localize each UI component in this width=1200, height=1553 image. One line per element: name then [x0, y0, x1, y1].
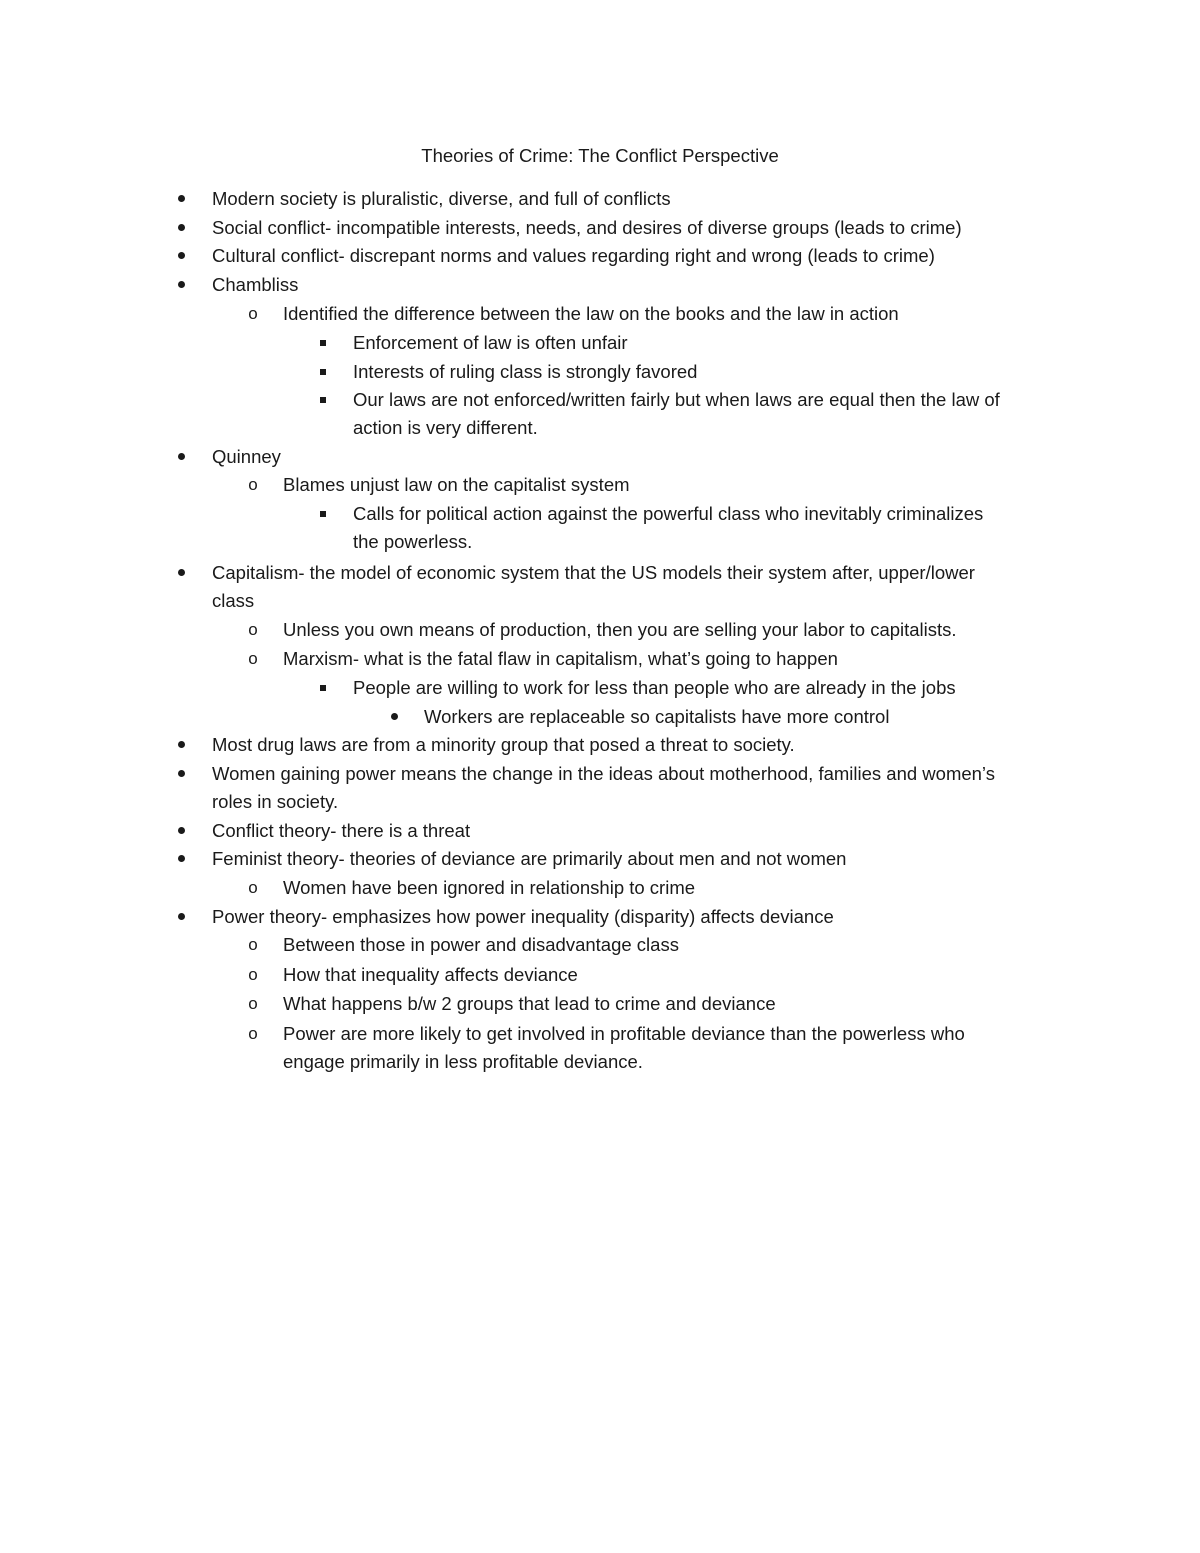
list-item: Cultural conflict- discrepant norms and values regarding right and wrong (leads to crime) — [212, 245, 935, 266]
bullet-marker — [171, 847, 191, 871]
bullet-marker — [313, 502, 333, 526]
list-item: Power are more likely to get involved in profitable deviance than the powerless who — [283, 1023, 965, 1044]
list-item: Capitalism- the model of economic system that the US models their system after, upper/lower — [212, 562, 975, 583]
list-item: Women gaining power means the change in the ideas about motherhood, families and women’s — [212, 763, 995, 784]
list-item: Chambliss — [212, 274, 299, 295]
bullet-marker — [243, 473, 263, 497]
list-item: Marxism- what is the fatal flaw in capitalism, what’s going to happen — [283, 648, 838, 669]
list-item: Conflict theory- there is a threat — [212, 820, 471, 841]
bullet-marker — [171, 216, 191, 240]
list-item: Blames unjust law on the capitalist system — [283, 474, 630, 495]
list-item: Modern society is pluralistic, diverse, and full of conflicts — [212, 188, 671, 209]
list-item: Between those in power and disadvantage class — [283, 934, 679, 955]
list-item: Most drug laws are from a minority group that posed a threat to society. — [212, 734, 795, 755]
bullet-marker — [243, 1022, 263, 1046]
list-item: What happens b/w 2 groups that lead to crime and deviance — [283, 993, 776, 1014]
list-item: How that inequality affects deviance — [283, 964, 578, 985]
list-item: Identified the difference between the law on the books and the law in action — [283, 303, 899, 324]
list-item: Interests of ruling class is strongly favored — [353, 361, 698, 382]
document-title: Theories of Crime: The Conflict Perspective — [421, 145, 779, 166]
list-item-continuation: the powerless. — [353, 531, 473, 552]
bullet-marker — [243, 647, 263, 671]
list-item: Power theory- emphasizes how power inequality (disparity) affects deviance — [212, 906, 834, 927]
bullet-marker — [243, 963, 263, 987]
list-item: Social conflict- incompatible interests, needs, and desires of diverse groups (leads to crime) — [212, 217, 962, 238]
list-item: Women have been ignored in relationship to crime — [283, 877, 696, 898]
bullet-marker — [313, 360, 333, 384]
bullet-marker — [243, 302, 263, 326]
bullet-marker — [171, 445, 191, 469]
bullet-marker — [243, 992, 263, 1016]
list-item: Unless you own means of production, then you are selling your labor to capitalists. — [283, 619, 957, 640]
bullet-marker — [171, 187, 191, 211]
bullet-marker — [171, 244, 191, 268]
list-item-continuation: action is very different. — [353, 417, 538, 438]
list-item: Quinney — [212, 446, 281, 467]
bullet-marker — [171, 819, 191, 843]
list-item: Our laws are not enforced/written fairly but when laws are equal then the law of — [353, 389, 1000, 410]
bullet-marker — [243, 618, 263, 642]
bullet-marker — [243, 933, 263, 957]
bullet-marker — [171, 762, 191, 786]
list-item: Enforcement of law is often unfair — [353, 332, 628, 353]
bullet-marker — [171, 733, 191, 757]
bullet-marker — [171, 905, 191, 929]
bullet-marker — [171, 561, 191, 585]
bullet-marker — [313, 676, 333, 700]
list-item-continuation: roles in society. — [212, 791, 339, 812]
bullet-marker — [313, 331, 333, 355]
list-item: Calls for political action against the powerful class who inevitably criminalizes — [353, 503, 984, 524]
bullet-marker — [384, 705, 404, 729]
bullet-marker — [243, 876, 263, 900]
bullet-marker — [313, 388, 333, 412]
list-item-continuation: engage primarily in less profitable deviance. — [283, 1051, 643, 1072]
list-item: Feminist theory- theories of deviance are primarily about men and not women — [212, 848, 847, 869]
list-item: Workers are replaceable so capitalists have more control — [424, 706, 890, 727]
bullet-marker — [171, 273, 191, 297]
list-item-continuation: class — [212, 590, 255, 611]
list-item: People are willing to work for less than people who are already in the jobs — [353, 677, 956, 698]
